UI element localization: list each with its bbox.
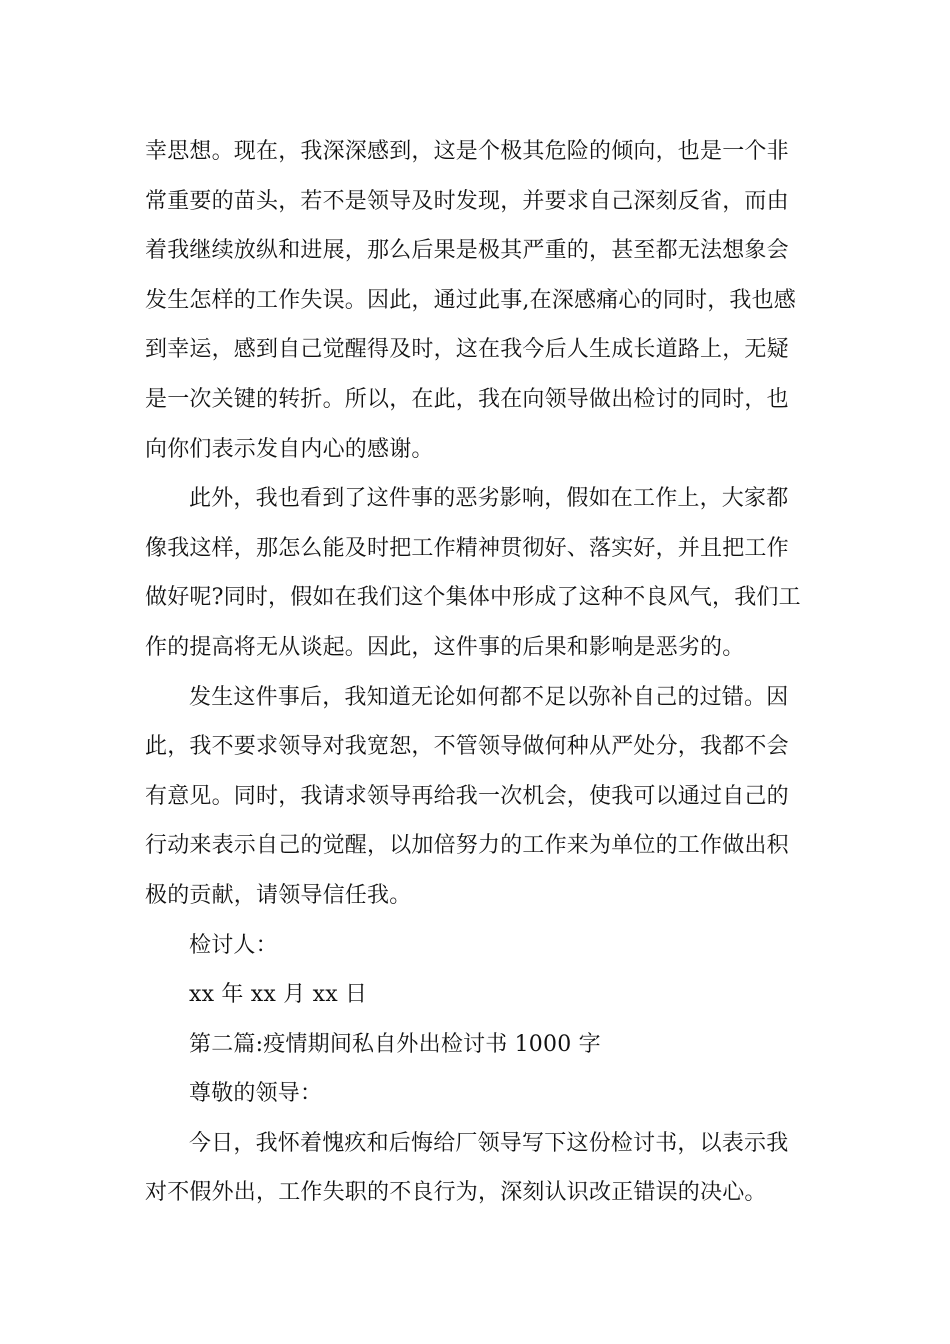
text-line: 做好呢?同时，假如在我们这个集体中形成了这种不良风气，我们工 <box>145 585 801 611</box>
text-line: 着我继续放纵和进展，那么后果是极其严重的，甚至都无法想象会 <box>145 238 789 264</box>
paragraph-start-line: 此外，我也看到了这件事的恶劣影响，假如在工作上，大家都 <box>189 486 789 512</box>
paragraph-start-line: 今日，我怀着愧疚和后悔给厂领导写下这份检讨书，以表示我 <box>189 1130 789 1156</box>
section-title: 第二篇:疫情期间私自外出检讨书 1000 字 <box>189 1031 601 1057</box>
text-line: 作的提高将无从谈起。因此，这件事的后果和影响是恶劣的。 <box>145 634 745 660</box>
text-line: 发生怎样的工作失误。因此，通过此事,在深感痛心的同时，我也感 <box>145 287 796 313</box>
text-line: 极的贡献，请领导信任我。 <box>145 882 412 908</box>
salutation: 尊敬的领导： <box>189 1081 323 1107</box>
text-line: 常重要的苗头，若不是领导及时发现，并要求自己深刻反省，而由 <box>145 188 789 214</box>
text-line: 像我这样，那怎么能及时把工作精神贯彻好、落实好，并且把工作 <box>145 535 789 561</box>
text-line: 此，我不要求领导对我宽恕，不管领导做何种从严处分，我都不会 <box>145 734 789 760</box>
date-line: xx 年 xx 月 xx 日 <box>189 982 368 1008</box>
signature-label: 检讨人： <box>189 932 278 958</box>
paragraph-start-line: 发生这件事后，我知道无论如何都不足以弥补自己的过错。因 <box>189 684 789 710</box>
text-line: 向你们表示发自内心的感谢。 <box>145 436 434 462</box>
text-line: 幸思想。现在，我深深感到，这是个极其危险的倾向，也是一个非 <box>145 139 789 164</box>
text-line: 到幸运，感到自己觉醒得及时，这在我今后人生成长道路上，无疑 <box>145 337 789 363</box>
text-line: 是一次关键的转折。所以，在此，我在向领导做出检讨的同时，也 <box>145 386 789 412</box>
text-line: 有意见。同时，我请求领导再给我一次机会，使我可以通过自己的 <box>145 783 789 809</box>
text-line: 行动来表示自己的觉醒，以加倍努力的工作来为单位的工作做出积 <box>145 833 789 859</box>
text-line: 对不假外出，工作失职的不良行为，深刻认识改正错误的决心。 <box>145 1180 767 1206</box>
document-page <box>145 127 805 1218</box>
